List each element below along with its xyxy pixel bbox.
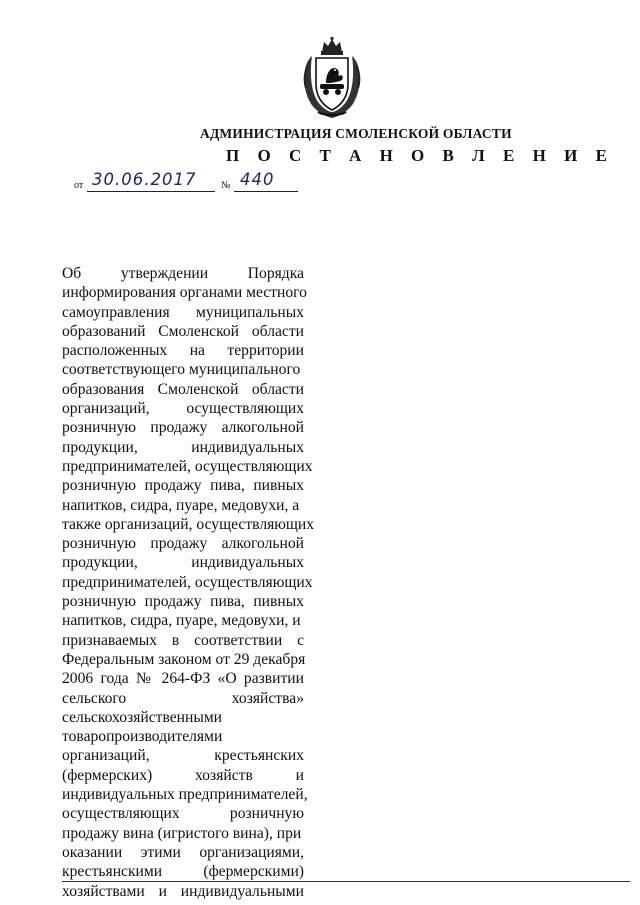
subject-line: признаваемых в соответствии с: [62, 631, 304, 649]
date-label: от: [74, 180, 84, 191]
subject-line: образований Смоленской области: [62, 322, 304, 340]
subject-line: напитков, сидра, пуаре, медовухи, и: [62, 612, 301, 630]
subject-line: организаций, осуществляющих: [62, 400, 304, 418]
subject-line: индивидуальных предпринимателей,: [62, 786, 308, 804]
subject-line: сельского хозяйства»: [62, 689, 304, 707]
subject-line: хозяйствами и индивидуальными: [62, 882, 304, 900]
document-type-title: П О С Т А Н О В Л Е Н И Е: [226, 146, 614, 165]
subject-line: предпринимателей, осуществляющих: [62, 573, 313, 591]
subject-line: продукции, индивидуальных: [62, 438, 304, 456]
subject-line: розничную продажу алкогольной: [62, 419, 304, 437]
subject-line: соответствующего муниципального: [62, 361, 301, 379]
page-bottom-divider: [62, 881, 630, 882]
organization-title: АДМИНИСТРАЦИЯ СМОЛЕНСКОЙ ОБЛАСТИ: [200, 126, 512, 141]
subject-line: осуществляющих розничную: [62, 805, 304, 823]
subject-line: напитков, сидра, пуаре, медовухи, а: [62, 496, 300, 514]
subject-line: Об утверждении Порядка: [62, 265, 304, 282]
number-label: №: [221, 180, 231, 191]
subject-line: розничную продажу пива, пивных: [62, 477, 304, 495]
date-underline: [87, 191, 215, 192]
subject-line: крестьянскими (фермерскими): [62, 863, 304, 881]
subject-line: розничную продажу алкогольной: [62, 535, 304, 553]
number-underline: [234, 191, 298, 192]
subject-line: товаропроизводителями: [62, 728, 223, 746]
subject-line: Федеральным законом от 29 декабря: [62, 650, 306, 668]
subject-line: продажу вина (игристого вина), при: [62, 824, 302, 842]
subject-line: продукции, индивидуальных: [62, 554, 304, 572]
subject-line: организаций, крестьянских: [62, 747, 304, 765]
subject-line: сельскохозяйственными: [62, 708, 223, 726]
document-subject: [62, 264, 315, 901]
subject-line: оказании этими организациями,: [62, 843, 304, 861]
registration-row: [74, 172, 314, 194]
coat-of-arms-icon: [300, 36, 364, 122]
handwritten-number: 440: [240, 170, 275, 189]
subject-line: розничную продажу пива, пивных: [62, 593, 304, 611]
subject-line: образования Смоленской области: [62, 380, 304, 398]
subject-line: 2006 года № 264-ФЗ «О развитии: [62, 670, 304, 688]
subject-line: (фермерских) хозяйств и: [62, 766, 304, 784]
subject-line: предпринимателей, осуществляющих: [62, 457, 313, 475]
subject-line: расположенных на территории: [62, 342, 304, 360]
subject-line: информирования органами местного: [62, 284, 307, 302]
subject-line: самоуправления муниципальных: [62, 303, 304, 321]
subject-line: также организаций, осуществляющих: [62, 515, 315, 533]
handwritten-date: 30.06.2017: [92, 170, 197, 189]
